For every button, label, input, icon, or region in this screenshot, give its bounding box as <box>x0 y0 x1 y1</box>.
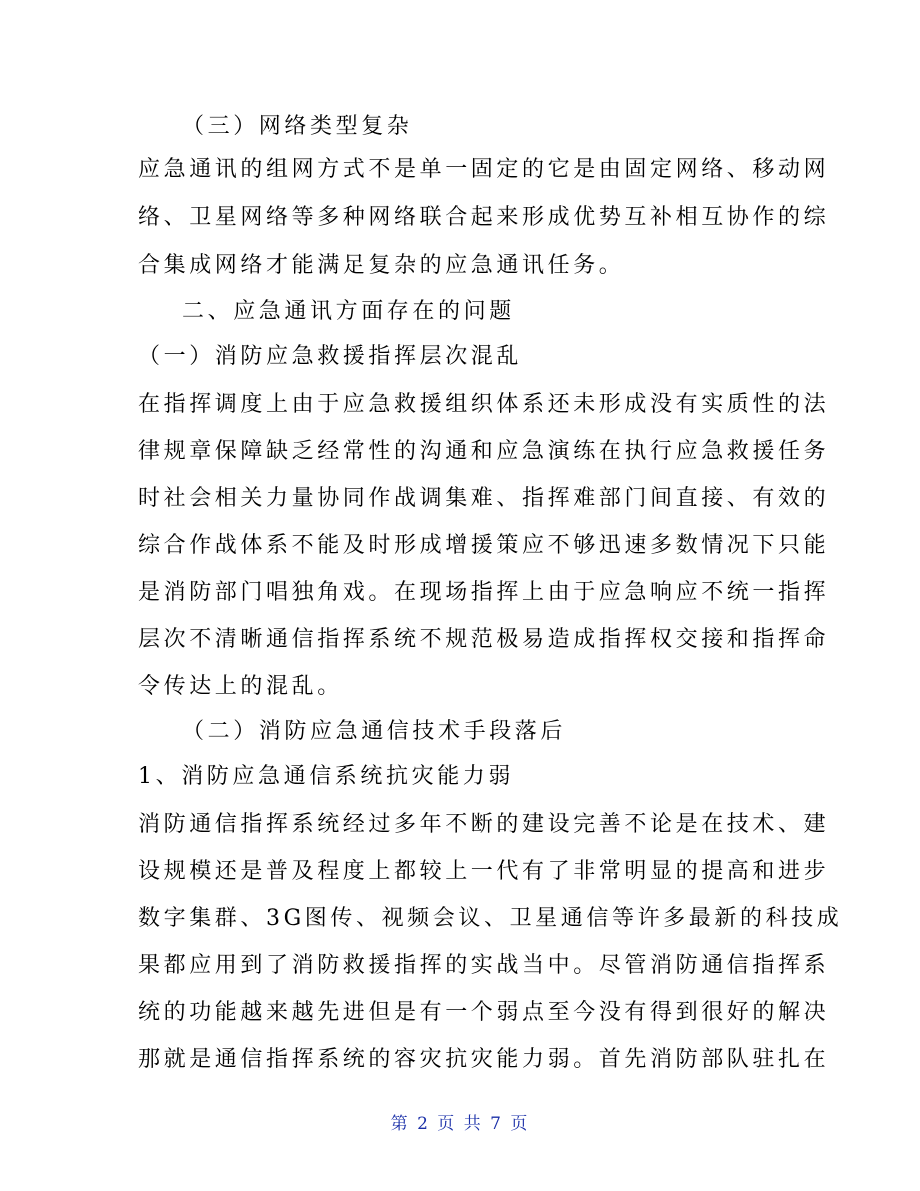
paragraph-line: 应急通讯的组网方式不是单一固定的它是由固定网络、移动网 <box>138 157 830 182</box>
page-number-footer: 第 2 页 共 7 页 <box>390 1114 530 1134</box>
paragraph-line: 综合作战体系不能及时形成增援策应不够迅速多数情况下只能 <box>138 533 830 558</box>
paragraph-line: 那就是通信指挥系统的容灾抗灾能力弱。首先消防部队驻扎在 <box>138 1047 830 1072</box>
paragraph-line: 是消防部门唱独角戏。在现场指挥上由于应急响应不统一指挥 <box>138 580 830 605</box>
section-title-problems: 二、应急通讯方面存在的问题 <box>182 299 515 324</box>
paragraph-line: 合集成网络才能满足复杂的应急通讯任务。 <box>138 253 625 278</box>
paragraph-line: 层次不清晰通信指挥系统不规范极易造成指挥权交接和指挥命 <box>138 627 830 652</box>
paragraph-line: 设规模还是普及程度上都较上一代有了非常明显的提高和进步 <box>138 859 830 884</box>
paragraph-line: 果都应用到了消防救援指挥的实战当中。尽管消防通信指挥系 <box>138 953 830 978</box>
paragraph-line: 络、卫星网络等多种网络联合起来形成优势互补相互协作的综 <box>138 205 830 230</box>
paragraph-line: 数字集群、3G图传、视频会议、卫星通信等许多最新的科技成 <box>138 906 843 931</box>
heading-tech-backward: （二）消防应急通信技术手段落后 <box>182 719 567 744</box>
subheading-command-levels: （一）消防应急救援指挥层次混乱 <box>138 344 523 369</box>
paragraph-line: 令传达上的混乱。 <box>138 674 343 699</box>
paragraph-line: 消防通信指挥系统经过多年不断的建设完善不论是在技术、建 <box>138 812 830 837</box>
paragraph-line: 在指挥调度上由于应急救援组织体系还未形成没有实质性的法 <box>138 392 830 417</box>
paragraph-line: 统的功能越来越先进但是有一个弱点至今没有得到很好的解决 <box>138 1000 830 1025</box>
paragraph-line: 时社会相关力量协同作战调集难、指挥难部门间直接、有效的 <box>138 486 830 511</box>
subheading-disaster-resistance: 1、消防应急通信系统抗灾能力弱 <box>138 764 514 789</box>
heading-network-types: （三）网络类型复杂 <box>182 114 413 139</box>
paragraph-line: 律规章保障缺乏经常性的沟通和应急演练在执行应急救援任务 <box>138 439 830 464</box>
